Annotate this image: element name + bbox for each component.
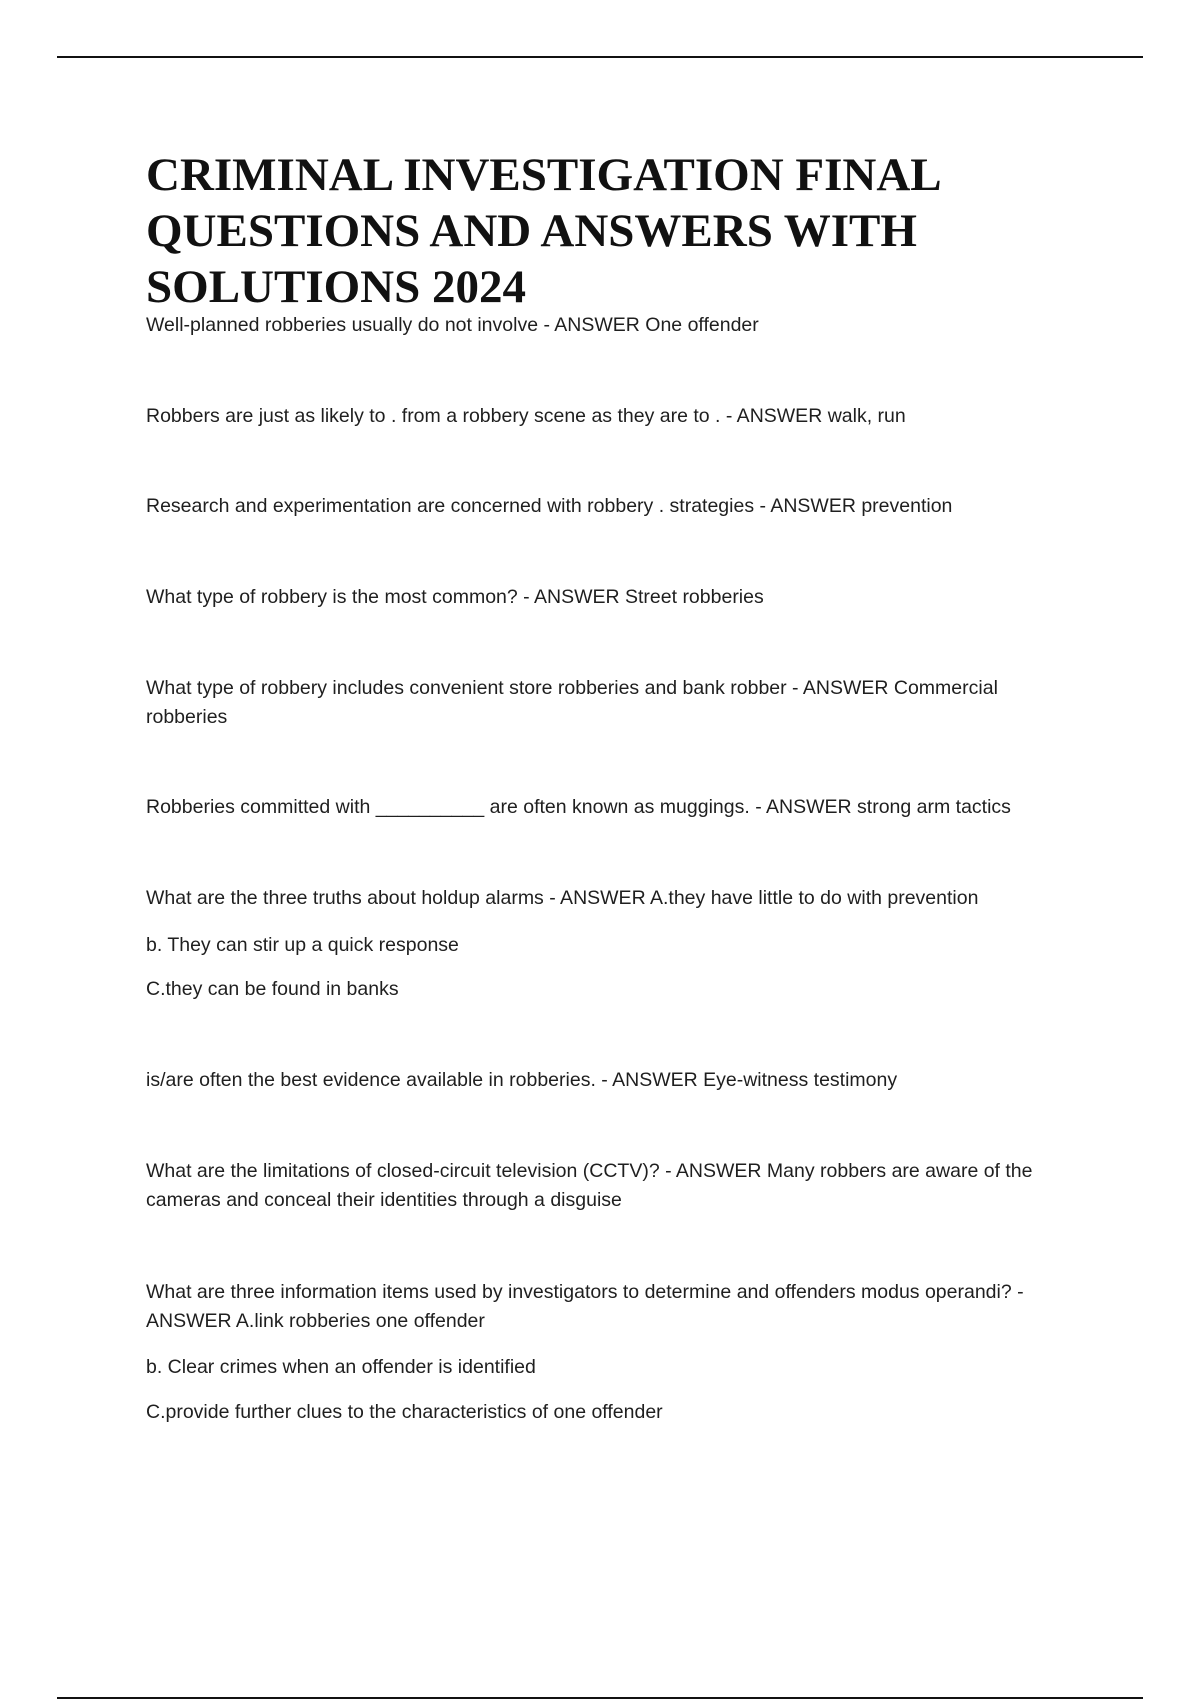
title-line: SOLUTIONS 2024 [146,261,527,313]
qa-text-line: C.they can be found in banks [146,978,399,1000]
qa-text-line: robberies [146,706,228,728]
qa-text-line: C.provide further clues to the characteristics of one offender [146,1401,663,1423]
qa-item [146,793,1086,822]
qa-text-line: cameras and conceal their identities through a disguise [146,1189,622,1211]
qa-text-line: What type of robbery includes convenient store robberies and bank robber - ANSWER Commercial [146,677,998,699]
qa-text-line: is/are often the best evidence available in robberies. - ANSWER Eye-witness testimony [146,1069,898,1091]
top-rule [57,56,1143,58]
qa-text-line: Robberies committed with __________ are often known as muggings. - ANSWER strong arm tactics [146,796,1011,818]
qa-text-line: What are the three truths about holdup alarms - ANSWER A.they have little to do with prevention [146,887,979,909]
qa-text-line: What type of robbery is the most common? - ANSWER Street robberies [146,586,764,608]
qa-item [146,311,1086,340]
document-title [146,147,1106,315]
qa-text-line: b. Clear crimes when an offender is identified [146,1356,536,1378]
qa-item [146,1398,1086,1427]
qa-item [146,402,1086,431]
qa-item [146,884,1086,913]
qa-text-line: Well-planned robberies usually do not involve - ANSWER One offender [146,314,759,336]
bottom-rule [57,1697,1143,1699]
qa-item [146,975,1086,1004]
qa-item [146,492,1086,521]
qa-item [146,674,1086,732]
qa-item [146,1157,1086,1215]
qa-text-line: ANSWER A.link robberies one offender [146,1310,485,1332]
qa-text-line: Robbers are just as likely to . from a robbery scene as they are to . - ANSWER walk, run [146,405,906,427]
qa-item [146,931,1086,960]
qa-text-line: What are the limitations of closed-circuit television (CCTV)? - ANSWER Many robbers are aware of the [146,1160,1033,1182]
qa-item [146,1278,1086,1336]
qa-text-line: b. They can stir up a quick response [146,934,459,956]
qa-text-line: Research and experimentation are concerned with robbery . strategies - ANSWER prevention [146,495,953,517]
qa-item [146,1353,1086,1382]
title-line: QUESTIONS AND ANSWERS WITH [146,205,917,257]
title-line: CRIMINAL INVESTIGATION FINAL [146,149,942,201]
qa-item [146,583,1086,612]
qa-item [146,1066,1086,1095]
qa-text-line: What are three information items used by investigators to determine and offenders modus operandi? - [146,1281,1024,1303]
